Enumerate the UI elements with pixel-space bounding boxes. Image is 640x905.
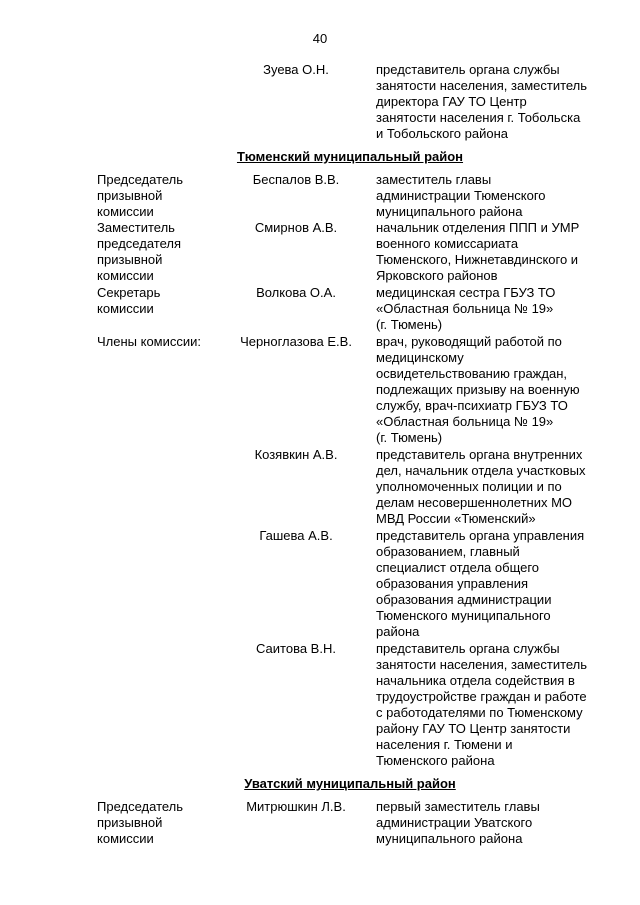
member-position-line: образованием, главный (376, 544, 520, 559)
member-position-line: «Областная больница № 19» (376, 301, 554, 316)
member-position (376, 285, 616, 333)
member-position (376, 447, 616, 527)
member-position-line: Тюменского, Нижнетавдинского и (376, 252, 579, 267)
member-position-line: подлежащих призыву на военную (376, 382, 580, 397)
member-position-line: «Областная больница № 19» (376, 414, 554, 429)
member-name: Смирнов А.В. (254, 220, 338, 235)
member-position (376, 528, 616, 640)
member-position-line: представитель органа службы (376, 641, 560, 656)
member-position-line: представитель органа службы (376, 62, 560, 77)
member-position-line: (г. Тюмень) (376, 430, 443, 445)
member-name: Зуева О.Н. (263, 62, 329, 77)
page-number: 40 (312, 31, 328, 46)
member-role (97, 220, 227, 284)
member-position-line: района (376, 624, 420, 639)
member-position-line: муниципального района (376, 204, 523, 219)
member-position-line: уполномоченных полиции и по (376, 479, 562, 494)
member-position (376, 62, 616, 142)
member-position-line: представитель органа управления (376, 528, 585, 543)
member-position-line: освидетельствованию граждан, (376, 366, 567, 381)
member-position-line: трудоустройстве граждан и работе (376, 689, 587, 704)
member-role (97, 172, 227, 220)
member-position-line: начальника отдела содействия в (376, 673, 575, 688)
member-position-line: МВД России «Тюменский» (376, 511, 536, 526)
member-role-line: Председатель (97, 172, 184, 187)
member-position-line: Тюменского района (376, 753, 495, 768)
member-role (97, 334, 227, 350)
member-role-line: призывной (97, 252, 163, 267)
member-role-line: Председатель (97, 799, 184, 814)
member-role-line: комиссии (97, 268, 154, 283)
member-role-line: Секретарь (97, 285, 161, 300)
member-position-line: военного комиссариата (376, 236, 519, 251)
member-role-line: комиссии (97, 831, 154, 846)
member-position-line: муниципального района (376, 831, 523, 846)
member-name: Беспалов В.В. (252, 172, 340, 187)
member-position-line: начальник отделения ППП и УМР (376, 220, 580, 235)
member-role-line: призывной (97, 188, 163, 203)
member-name: Гашева А.В. (259, 528, 333, 543)
member-role (97, 799, 227, 847)
member-name: Митрюшкин Л.В. (246, 799, 346, 814)
member-position-line: медицинская сестра ГБУЗ ТО (376, 285, 556, 300)
member-position-line: врач, руководящий работой по (376, 334, 562, 349)
member-role-line: председателя (97, 236, 182, 251)
member-name: Саитова В.Н. (256, 641, 336, 656)
member-position-line: дел, начальник отдела участковых (376, 463, 586, 478)
member-position-line: первый заместитель главы (376, 799, 540, 814)
member-position (376, 172, 616, 220)
section-heading: Тюменский муниципальный район (236, 149, 464, 164)
member-position-line: представитель органа внутренних (376, 447, 583, 462)
member-position-line: населения г. Тюмени и (376, 737, 513, 752)
member-position (376, 334, 616, 446)
member-position-line: образования администрации (376, 592, 552, 607)
member-position-line: занятости населения, заместитель (376, 78, 588, 93)
member-position-line: администрации Тюменского (376, 188, 546, 203)
member-role-line: Заместитель (97, 220, 175, 235)
member-position-line: службу, врач-психиатр ГБУЗ ТО (376, 398, 568, 413)
member-position (376, 641, 616, 769)
member-position-line: (г. Тюмень) (376, 317, 443, 332)
member-role-line: комиссии (97, 301, 154, 316)
section-heading: Уватский муниципальный район (244, 776, 456, 791)
member-role (97, 285, 227, 317)
member-role-line: комиссии (97, 204, 154, 219)
member-position-line: администрации Уватского (376, 815, 533, 830)
member-position-line: занятости населения г. Тобольска (376, 110, 581, 125)
member-name: Волкова О.А. (256, 285, 336, 300)
member-position-line: Ярковского районов (376, 268, 498, 283)
member-role-line: призывной (97, 815, 163, 830)
member-name: Козявкин А.В. (254, 447, 338, 462)
member-role-line: Члены комиссии: (97, 334, 202, 349)
member-position-line: с работодателями по Тюменскому (376, 705, 583, 720)
member-position-line: району ГАУ ТО Центр занятости (376, 721, 571, 736)
member-position-line: делам несовершеннолетних МО (376, 495, 573, 510)
member-name: Черноглазова Е.В. (240, 334, 352, 349)
member-position-line: и Тобольского района (376, 126, 508, 141)
member-position-line: Тюменского муниципального (376, 608, 551, 623)
member-position-line: заместитель главы (376, 172, 492, 187)
member-position-line: специалист отдела общего (376, 560, 540, 575)
member-position-line: медицинскому (376, 350, 464, 365)
member-position-line: занятости населения, заместитель (376, 657, 588, 672)
member-position (376, 799, 616, 847)
member-position-line: директора ГАУ ТО Центр (376, 94, 527, 109)
member-position (376, 220, 616, 284)
member-position-line: образования управления (376, 576, 529, 591)
